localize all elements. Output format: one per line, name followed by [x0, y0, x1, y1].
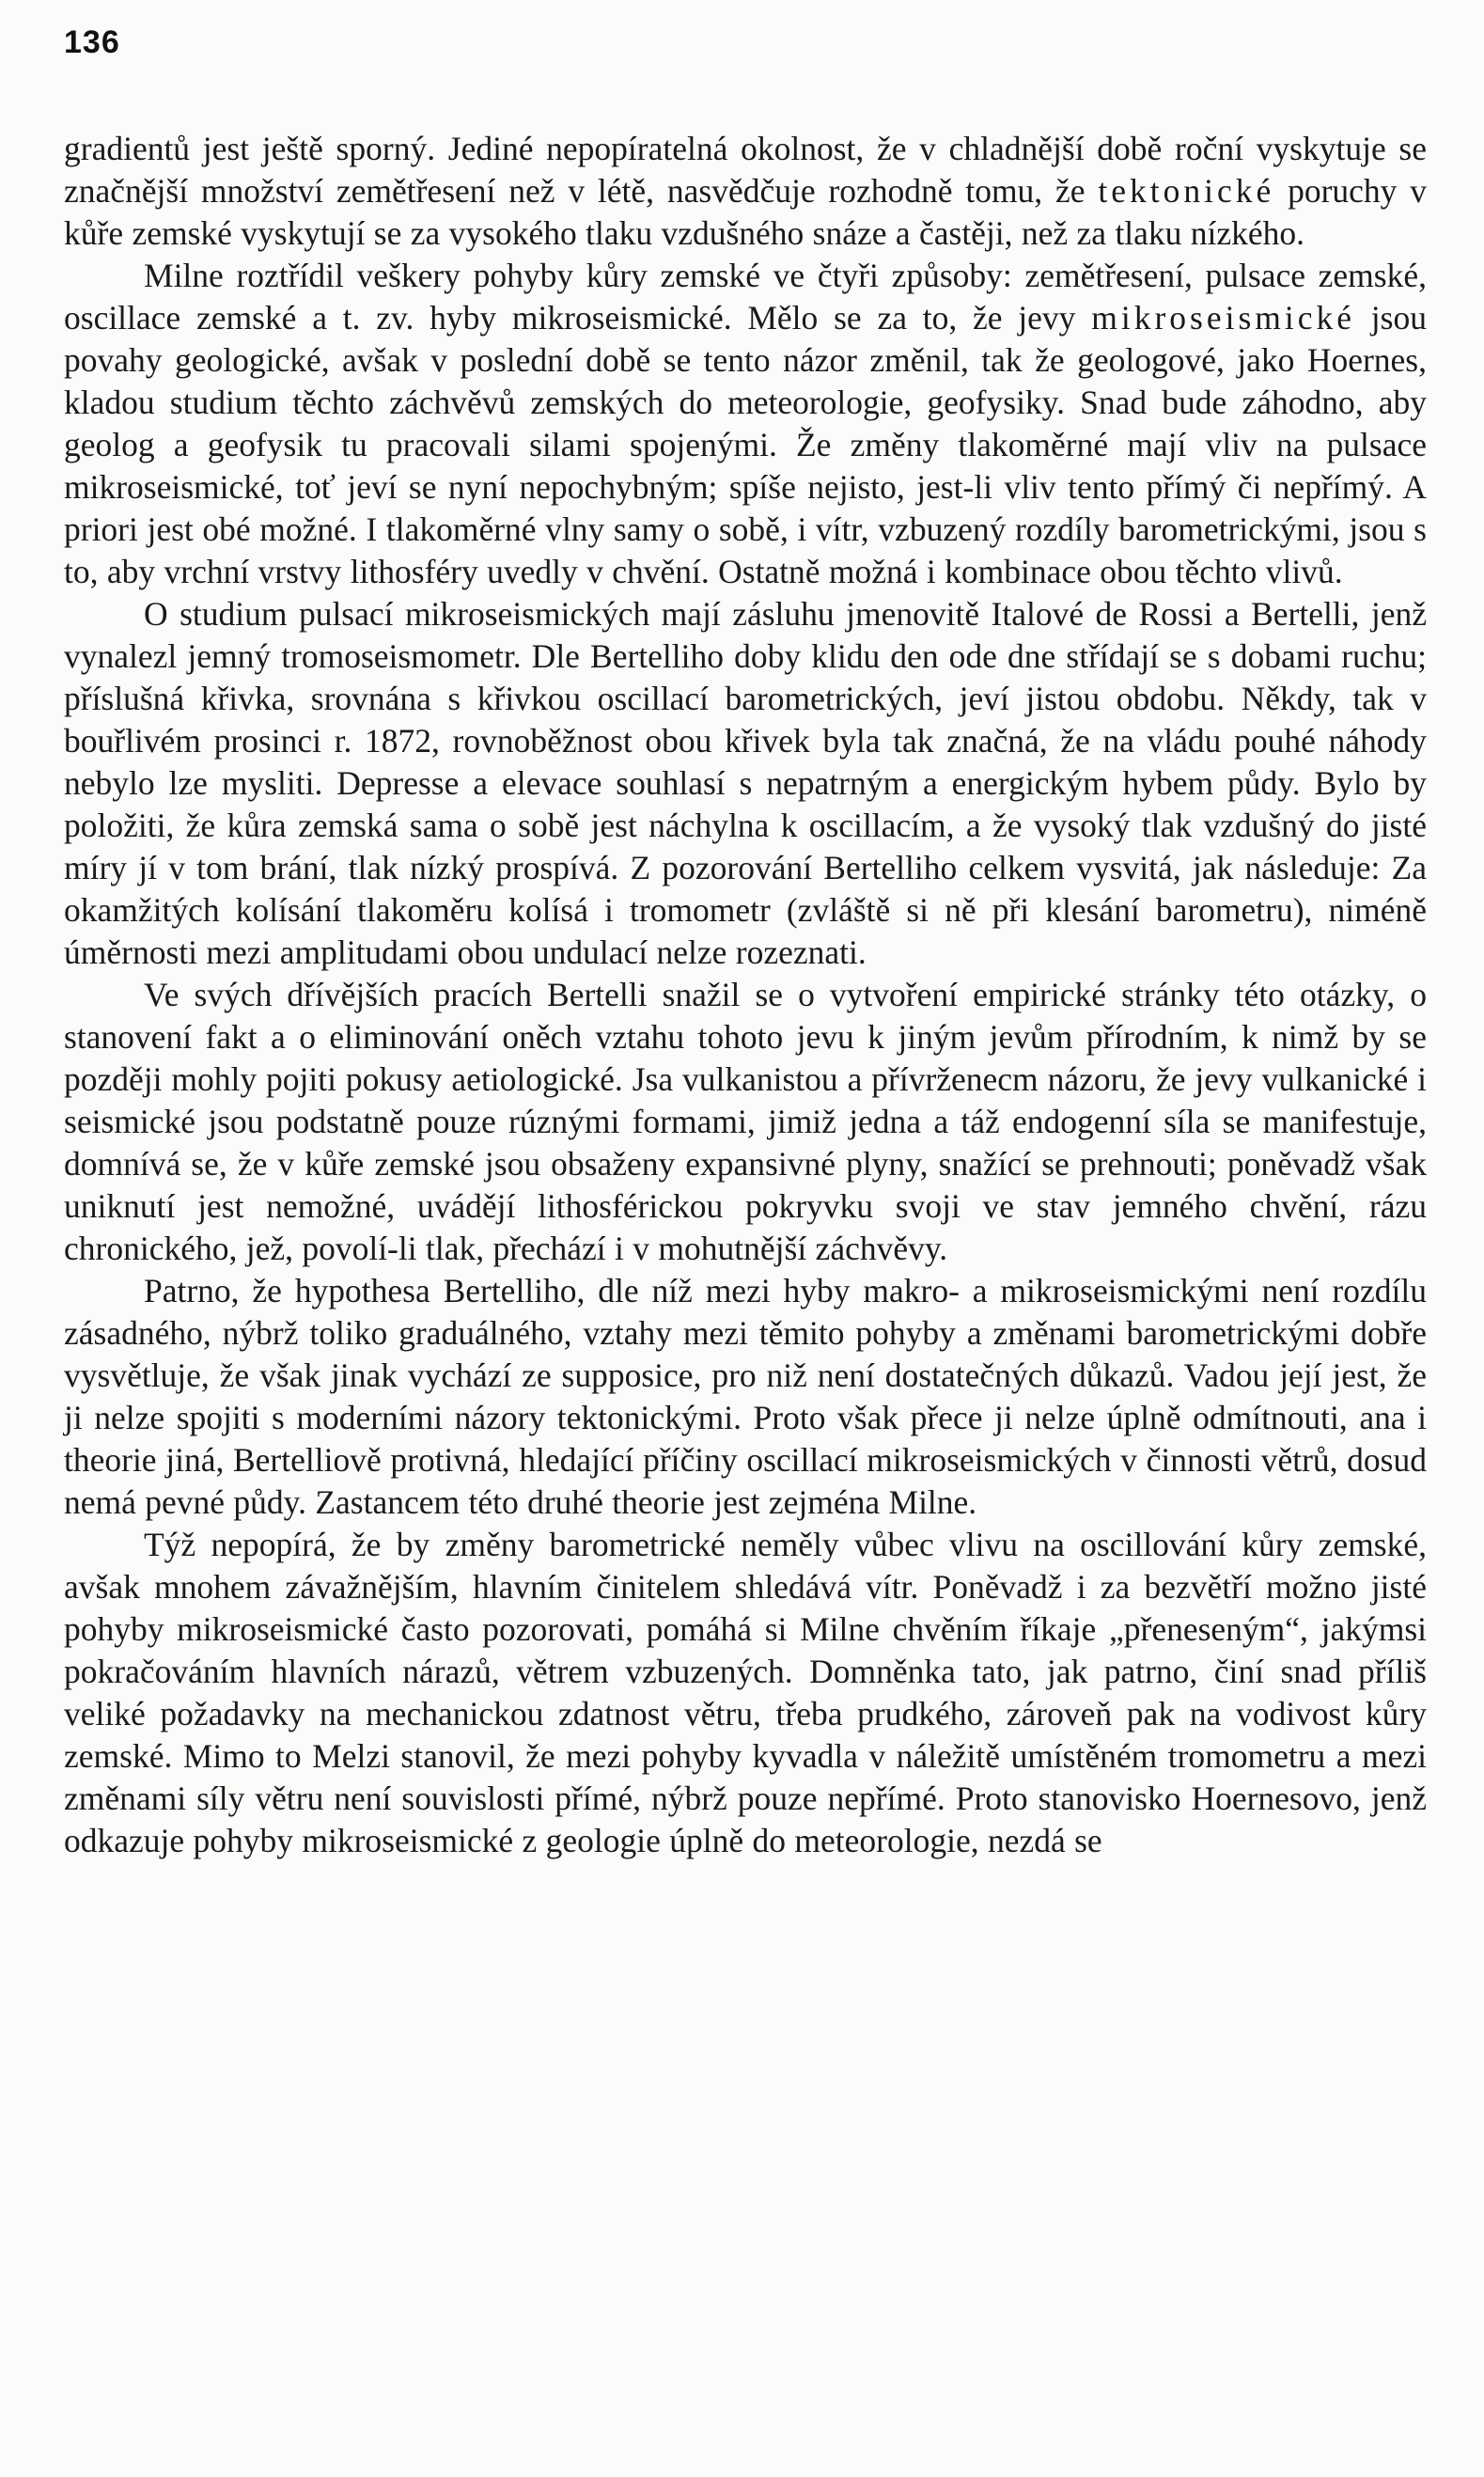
text-segment: Milne roztřídil veškery pohyby kůry zemské ve čtyři způsoby: zemětřesení, pulsace zemské, oscillace zemské a t. zv. hyby mikroseismické. Mělo se za to, že jevy: [64, 257, 1427, 337]
paragraph: [64, 1524, 1427, 1862]
text-segment: Týž nepopírá, že by změny barometrické neměly vůbec vlivu na oscillování kůry zemské, avšak mnohem závažnějším, hlavním činitelem shledává vítr. Poněvadž i za bezvětří možno jisté pohyby mikroseismické často pozorovati, pomáhá si Milne chvěním říkaje „přeneseným“, jakýmsi pokračováním hlavních nárazů, větrem vzbuzených. Domněnka tato, jak patrno, činí snad příliš veliké požadavky na mechanickou zdatnost větru, třeba prudkého, zároveň pak na vodivost kůry zemské. Mimo to Melzi stanovil, že mezi pohyby kyvadla v náležitě umístěném tromometru a mezi změnami síly větru není souvislosti přímé, nýbrž pouze nepřímé. Proto stanovisko Hoernesovo, jenž odkazuje pohyby mikroseismické z geologie úplně do meteorologie, nezdá se: [64, 1526, 1427, 1859]
text-segment: gradientů jest ještě sporný. Jediné nepopíratelná okolnost, že v chladnější době roční vyskytuje se značnější množství zemětřesení než v létě, nasvědčuje rozhodně tomu, že: [64, 130, 1427, 210]
spaced-emphasis: tektonické: [1098, 172, 1275, 210]
paragraph: [64, 593, 1427, 974]
paragraph: [64, 128, 1427, 255]
page-number: 136: [64, 24, 120, 60]
text-segment: Patrno, že hypothesa Bertelliho, dle níž mezi hyby makro- a mikroseismickými není rozdílu zásadného, nýbrž toliko graduálného, vztahy mezi těmito pohyby a změnami barometrickými dobře vysvětluje, že však jinak vychází ze supposice, pro niž není dostatečných důkazů. Vadou její jest, že ji nelze spojiti s moderními názory tektonickými. Proto však přece ji nelze úplně odmítnouti, ana i theorie jiná, Bertelliově protivná, hledající příčiny oscillací mikroseismických v činnosti větrů, dosud nemá pevné půdy. Zastancem této druhé theorie jest zejména Milne.: [64, 1272, 1427, 1521]
text-segment: poruchy v kůře zemské vyskytují se za vysokého tlaku vzdušného snáze a častěji, než za tlaku nízkého.: [64, 172, 1427, 252]
text-segment: O studium pulsací mikroseismických mají zásluhu jmenovitě Italové de Rossi a Bertelli, jenž vynalezl jemný tromoseismometr. Dle Bertelliho doby klidu den ode dne střídají se s dobami ruchu; příslušná křivka, srovnána s křivkou oscillací barometrických, jeví jistou obdobu. Někdy, tak v bouřlivém prosinci r. 1872, rovnoběžnost obou křivek byla tak značná, že na vládu pouhé náhody nebylo lze mysliti. Depresse a elevace souhlasí s nepatrným a energickým hybem půdy. Bylo by položiti, že kůra zemská sama o sobě jest náchylna k oscillacím, a že vysoký tlak vzdušný do jisté míry jí v tom brání, tlak nízký prospívá. Z pozorování Bertelliho celkem vysvitá, jak následuje: Za okamžitých kolísání tlakoměru kolísá i tromometr (zvláště si ně při klesání barometru), niméně úměrnosti mezi amplitudami obou undulací nelze rozeznati.: [64, 595, 1427, 971]
text-body: [64, 128, 1427, 1862]
paragraph: [64, 1270, 1427, 1524]
text-segment: jsou povahy geologické, avšak v poslední době se tento názor změnil, tak že geologové, jako Hoernes, kladou studium těchto záchvěvů zemských do meteorologie, geofysiky. Snad bude záhodno, aby geolog a geofysik tu pracovali silami spojenými. Že změny tlakoměrné mají vliv na pulsace mikroseismické, toť jeví se nyní nepochybným; spíše nejisto, jest-li vliv tento přímý či nepřímý. A priori jest obé možné. I tlakoměrné vlny samy o sobě, i vítr, vzbuzený rozdíly barometrickými, jsou s to, aby vrchní vrstvy lithosféry uvedly v chvění. Ostatně možná i kombinace obou těchto vlivů.: [64, 299, 1427, 590]
paragraph: [64, 255, 1427, 593]
text-segment: Ve svých dřívějších pracích Bertelli snažil se o vytvoření empirické stránky této otázky, o stanovení fakt a o eliminování oněch vztahu tohoto jevu k jiným jevům přírodním, k nimž by se později mohly pojiti pokusy aetiologické. Jsa vulkanistou a přívrženecm názoru, že jevy vulkanické i seismické jsou podstatně pouze rúznými formami, jimiž jedna a táž endogenní síla se manifestuje, domnívá se, že v kůře zemské jsou obsaženy expansivné plyny, snažící se prehnouti; poněvadž však uniknutí jest nemožné, uvádějí lithosférickou pokryvku svoji ve stav jemného chvění, rázu chronického, jež, povolí-li tlak, přechází i v mohutnější záchvěvy.: [64, 976, 1427, 1267]
spaced-emphasis: mikroseismické: [1091, 299, 1356, 337]
paragraph: [64, 974, 1427, 1270]
